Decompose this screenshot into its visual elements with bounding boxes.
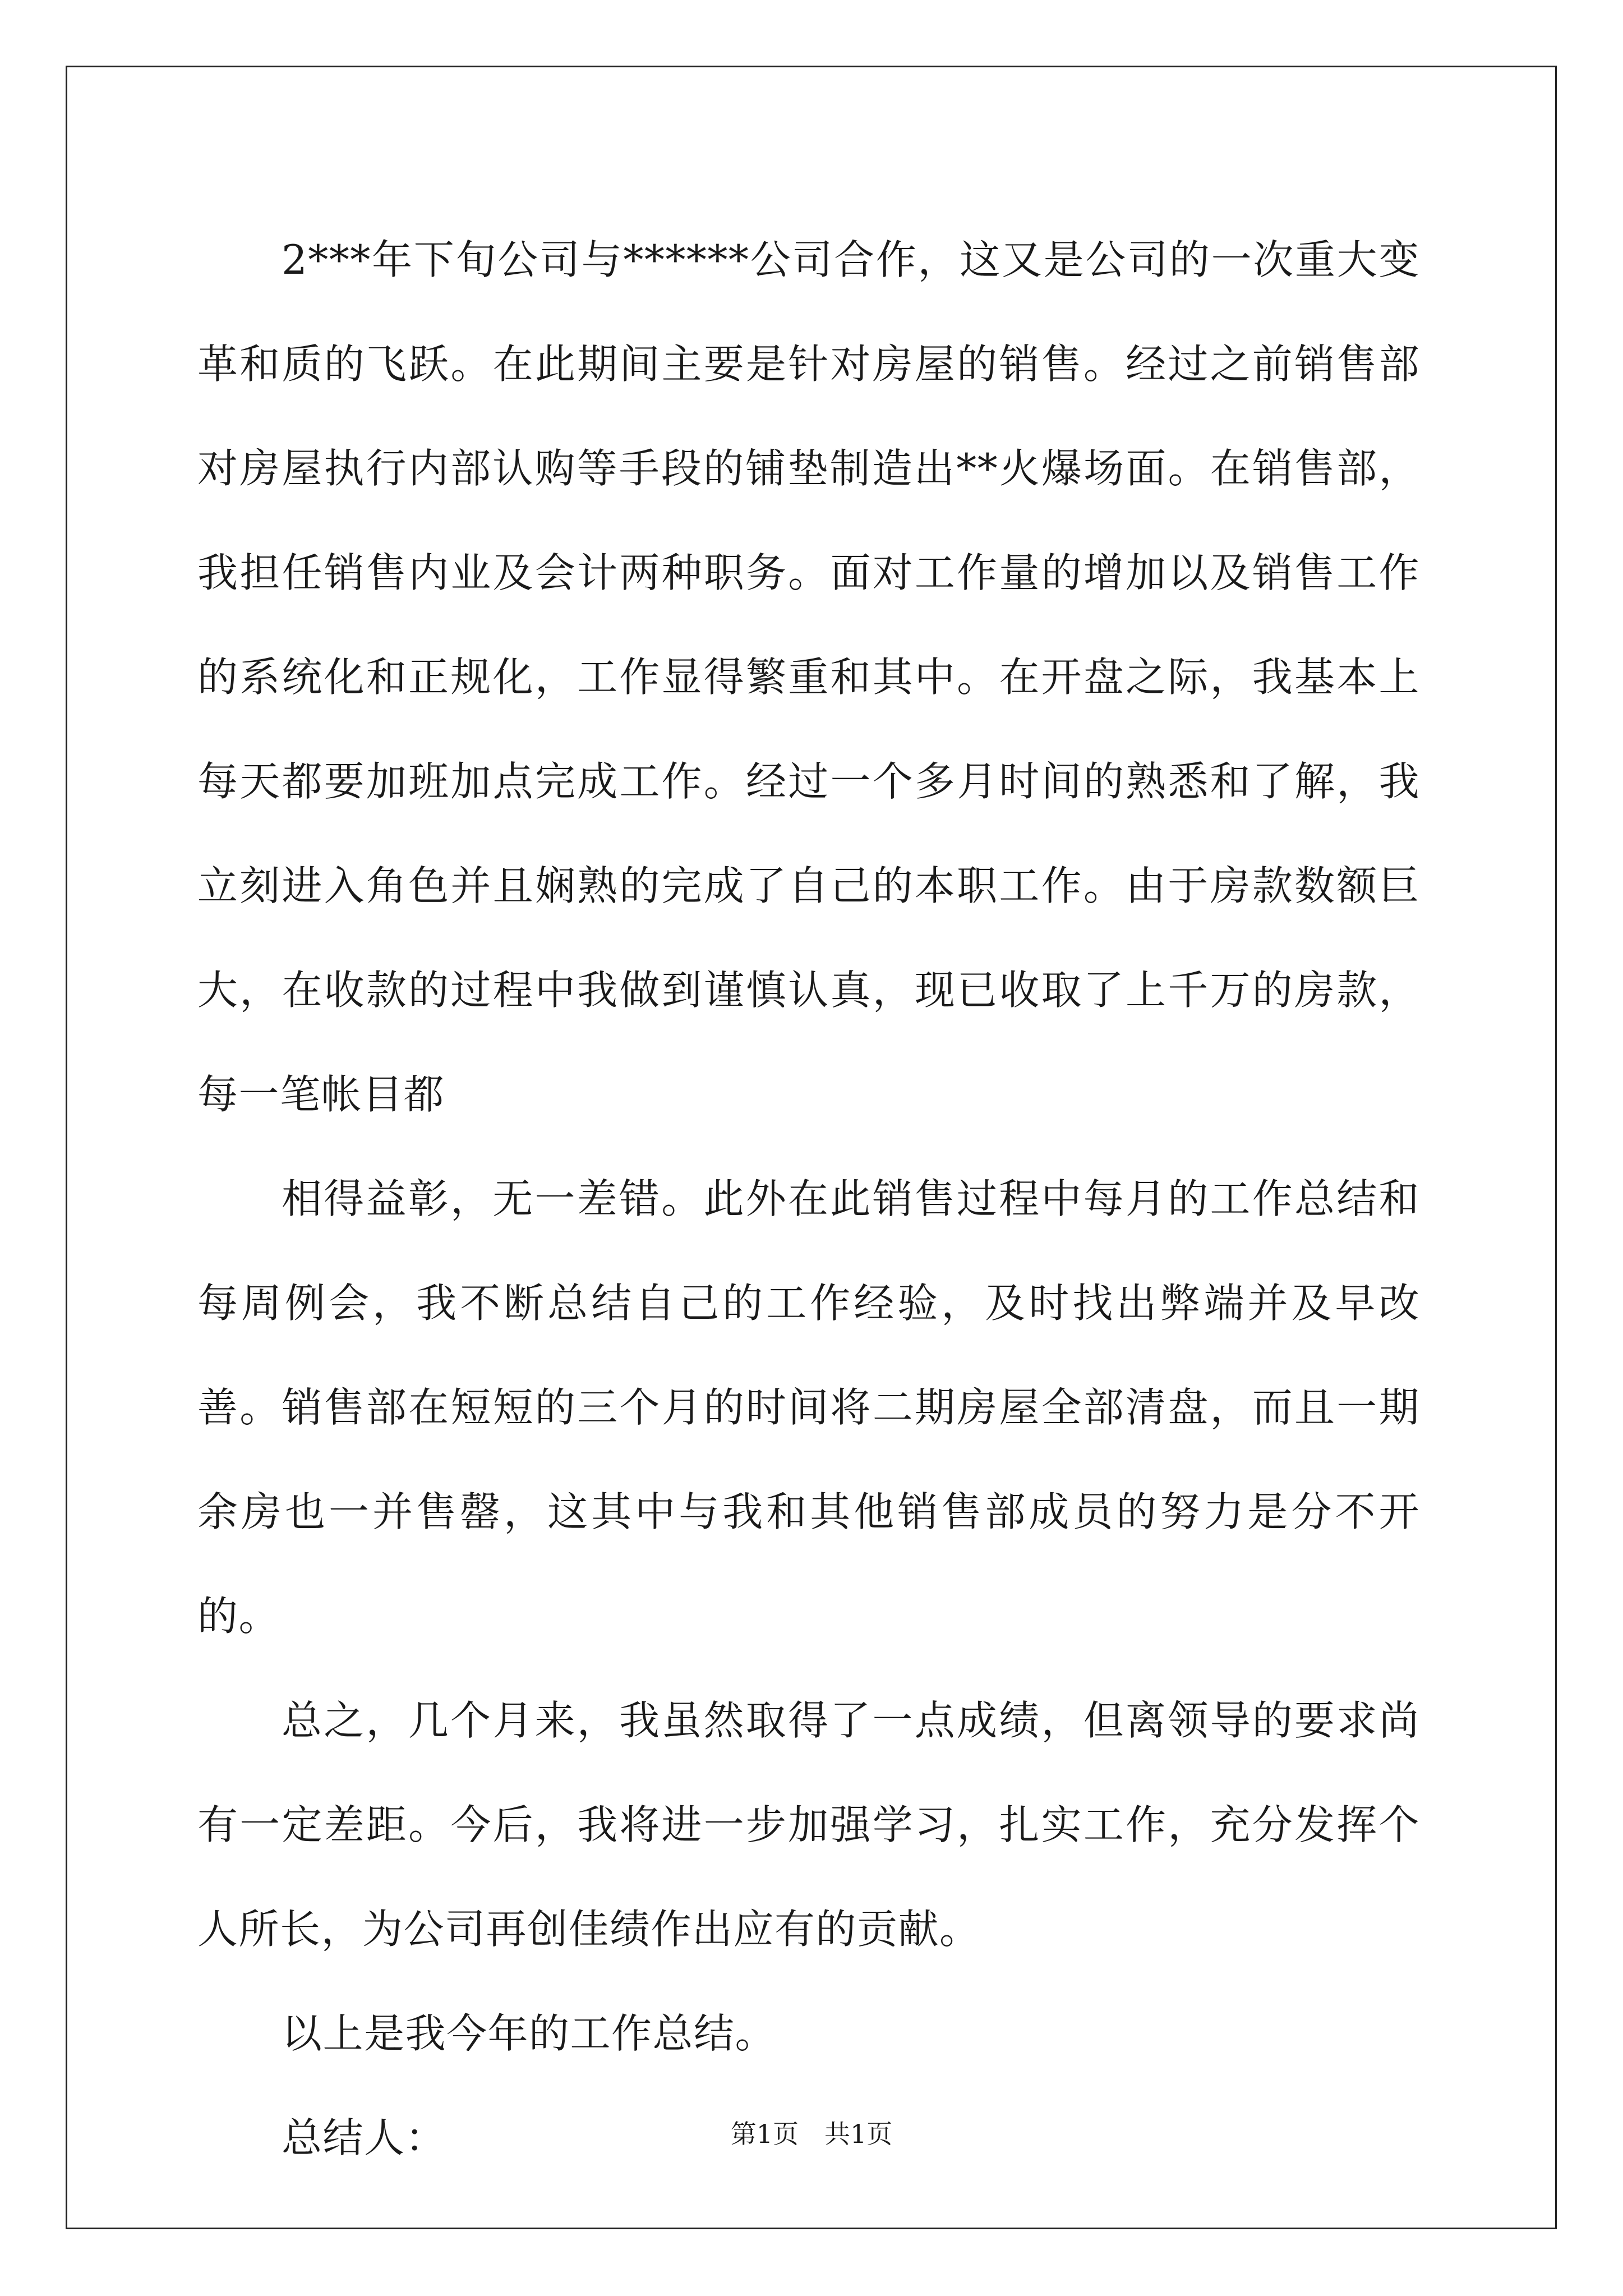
- document-body: [197, 208, 1420, 2190]
- paragraph-3: 总之，几个月来，我虽然取得了一点成绩，但离领导的要求尚有一定差距。今后，我将进一步加强学习，扎实工作，充分发挥个人所长，为公司再创佳绩作出应有的贡献。: [197, 1697, 1420, 1953]
- page-number: 第1页 共1页: [730, 2119, 893, 2149]
- signature-line: 总结人：: [282, 2114, 447, 2161]
- paragraph-1: 2***年下旬公司与******公司合作，这又是公司的一次重大变革和质的飞跃。在此期间主要是针对房屋的销售。经过之前销售部对房屋执行内部认购等手段的铺垫制造出**火爆场面。在销售部，我担任销售内业及会计两种职务。面对工作量的增加以及销售工作的系统化和正规化，工作显得繁重和其中。在开盘之际，我基本上每天都要加班加点完成工作。经过一个多月时间的熟悉和了解，我立刻进入角色并且娴熟的完成了自己的本职工作。由于房款数额巨大，在收款的过程中我做到谨慎认真，现已收取了上千万的房款，每一笔帐目都: [197, 236, 1420, 1118]
- paragraph-2: 相得益彰，无一差错。此外在此销售过程中每月的工作总结和每周例会，我不断总结自己的工作经验，及时找出弊端并及早改善。销售部在短短的三个月的时间将二期房屋全部清盘，而且一期余房也一并售罄，这其中与我和其他销售部成员的努力是分不开的。: [197, 1175, 1420, 1640]
- paragraph-4: 以上是我今年的工作总结。: [282, 2010, 777, 2057]
